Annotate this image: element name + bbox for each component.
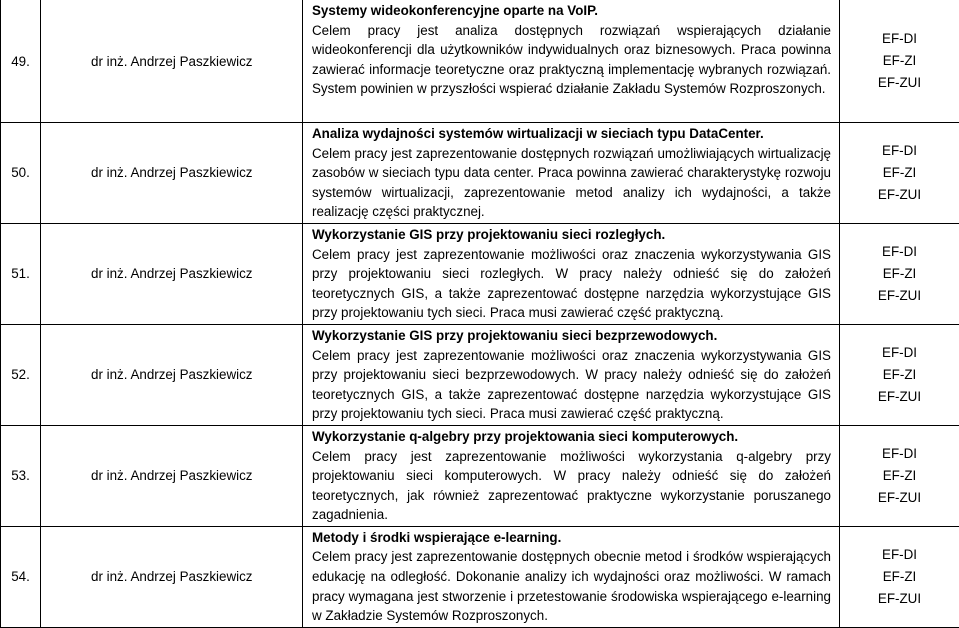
specialization-label: EF-ZI [840, 364, 959, 386]
specialization-label: EF-DI [840, 443, 959, 465]
table-row [1, 223, 959, 324]
topic-number: 50. [1, 123, 41, 224]
table-row [1, 425, 959, 526]
topic-title: Analiza wydajności systemów wirtualizacji w sieciach typu DataCenter. [312, 124, 831, 144]
specialization-label: EF-ZUI [840, 72, 959, 94]
specialization-label: EF-ZI [840, 465, 959, 487]
specialization-label: EF-ZI [840, 162, 959, 184]
specialization-label: EF-ZUI [840, 487, 959, 509]
topic-title: Wykorzystanie GIS przy projektowaniu sieci rozległych. [312, 225, 831, 245]
topic-description-cell [303, 526, 840, 627]
table-row [1, 526, 959, 627]
specialization-label: EF-ZI [840, 263, 959, 285]
topic-title: Systemy wideokonferencyjne oparte na VoIP. [312, 1, 831, 21]
table-row [1, 324, 959, 425]
specialization-label: EF-DI [840, 28, 959, 50]
supervisor-name: dr inż. Andrzej Paszkiewicz [41, 123, 303, 224]
specialization-label: EF-ZUI [840, 588, 959, 610]
specialization-label: EF-ZUI [840, 184, 959, 206]
specialization-label: EF-DI [840, 342, 959, 364]
supervisor-name: dr inż. Andrzej Paszkiewicz [41, 425, 303, 526]
topic-description-cell [303, 0, 840, 123]
specializations-cell [840, 526, 959, 627]
specialization-label: EF-ZUI [840, 386, 959, 408]
specialization-label: EF-ZI [840, 566, 959, 588]
topic-number: 49. [1, 0, 41, 123]
topic-description-cell [303, 223, 840, 324]
topic-description-cell [303, 425, 840, 526]
specializations-cell [840, 0, 959, 123]
specializations-cell [840, 123, 959, 224]
supervisor-name: dr inż. Andrzej Paszkiewicz [41, 526, 303, 627]
topic-description: Celem pracy jest zaprezentowanie możliwości oraz znaczenia wykorzystywania GIS przy projektowaniu sieci rozległych. W pracy należy odnieść się do założeń teoretycznych GIS, a także zaprezentować dostępne narzędzia wykorzystujące GIS przy projektowaniu tych sieci. Praca musi zawierać część praktyczną. [312, 245, 831, 323]
supervisor-name: dr inż. Andrzej Paszkiewicz [41, 324, 303, 425]
specialization-label: EF-DI [840, 241, 959, 263]
topic-number: 51. [1, 223, 41, 324]
specializations-cell [840, 425, 959, 526]
topic-number: 53. [1, 425, 41, 526]
topic-description: Celem pracy jest analiza dostępnych rozwiązań wspierających działanie wideokonferencji dla użytkowników indywidualnych oraz biznesowych. Praca powinna zawierać informacje teoretyczne oraz praktyczną implementację wybranych rozwiązań. System powinien w przyszłości wspierać działanie Zakładu Systemów Rozproszonych. [312, 21, 831, 99]
specialization-label: EF-DI [840, 140, 959, 162]
topic-description: Celem pracy jest zaprezentowanie możliwości oraz znaczenia wykorzystywania GIS przy projektowaniu sieci bezprzewodowych. W pracy należy odnieść się do założeń teoretycznych GIS, a także zaprezentować dostępne narzędzia wykorzystujące GIS przy projektowaniu tych sieci. Praca musi zawierać część praktyczną. [312, 346, 831, 424]
table-row [1, 123, 959, 224]
specialization-label: EF-ZI [840, 50, 959, 72]
topic-description: Celem pracy jest zaprezentowanie dostępnych rozwiązań umożliwiających wirtualizację zasobów w sieciach typu data center. Praca powinna zawierać charakterystykę rozwoju systemów wirtualizacji, zaprezentowanie metod analizy ich wydajności, a także realizację części praktycznej. [312, 144, 831, 222]
topic-number: 54. [1, 526, 41, 627]
specialization-label: EF-DI [840, 544, 959, 566]
topic-title: Wykorzystanie q-algebry przy projektowania sieci komputerowych. [312, 427, 831, 447]
topic-description: Celem pracy jest zaprezentowanie możliwości wykorzystania q-algebry przy projektowaniu sieci komputerowych. W pracy należy odnieść się do założeń teoretycznych, jak również zaprezentować praktyczne wykorzystanie poruszanego zagadnienia. [312, 447, 831, 525]
topic-title: Wykorzystanie GIS przy projektowaniu sieci bezprzewodowych. [312, 326, 831, 346]
specialization-label: EF-ZUI [840, 285, 959, 307]
thesis-topics-body [1, 0, 959, 627]
topic-description-cell [303, 324, 840, 425]
supervisor-name: dr inż. Andrzej Paszkiewicz [41, 223, 303, 324]
topic-description: Celem pracy jest zaprezentowanie dostępnych obecnie metod i środków wspierających edukację na odległość. Dokonanie analizy ich wydajności oraz możliwości. W ramach pracy wymagana jest stworzenie i przetestowanie środowiska wspierającego e-learning w Zakładzie Systemów Rozproszonych. [312, 547, 831, 625]
topic-title: Metody i środki wspierające e-learning. [312, 528, 831, 548]
table-row [1, 0, 959, 123]
specializations-cell [840, 223, 959, 324]
supervisor-name: dr inż. Andrzej Paszkiewicz [41, 0, 303, 123]
specializations-cell [840, 324, 959, 425]
topic-description-cell [303, 123, 840, 224]
topic-number: 52. [1, 324, 41, 425]
